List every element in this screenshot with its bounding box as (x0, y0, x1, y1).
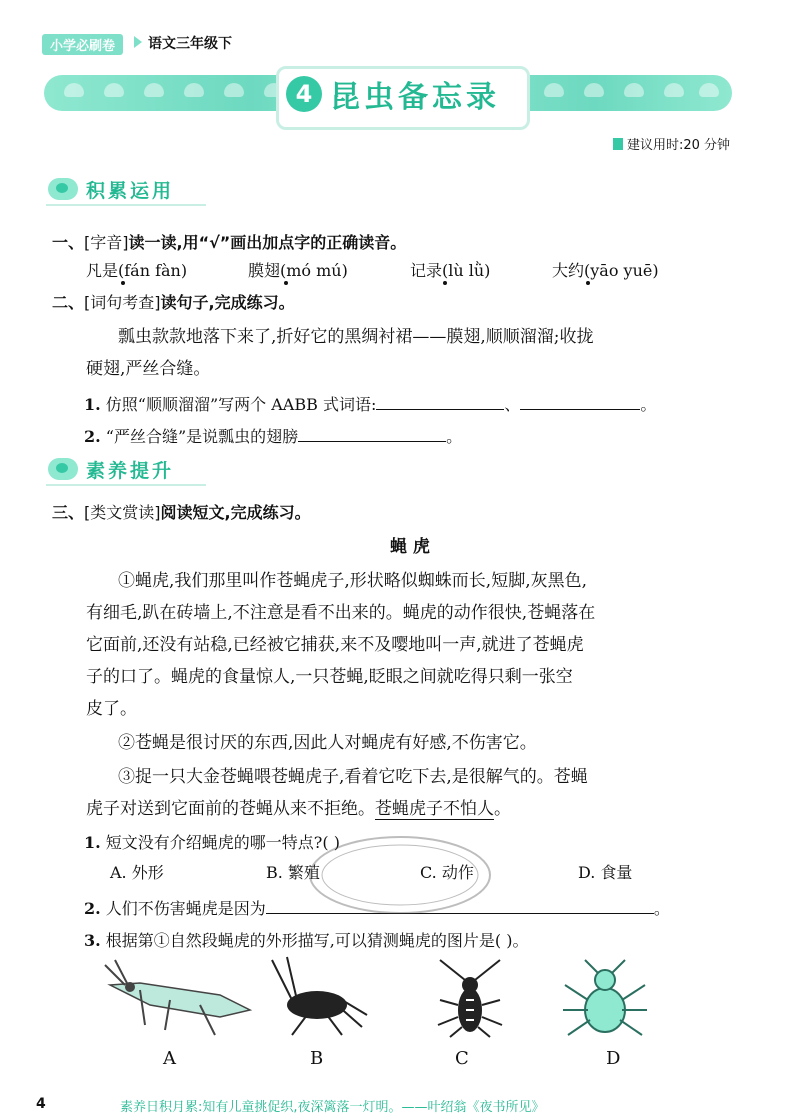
q1-item-3: 记录(lù lǜ) (410, 261, 491, 280)
brand-arrow-icon (134, 36, 142, 48)
q3-option-a[interactable]: A. 外形 (110, 863, 164, 882)
q3-heading: 三、[类文赏读]阅读短文,完成练习。 (52, 503, 311, 522)
section-divider (46, 204, 206, 206)
emphasis-dot (121, 281, 125, 285)
stamp-watermark (300, 830, 500, 920)
q3-sub2: 2. 人们不伤害蝇虎是因为 。 (84, 899, 670, 918)
q3-option-b[interactable]: B. 繁殖 (266, 863, 320, 882)
emphasis-dot (586, 281, 590, 285)
article-p1-line-4: 子的口了。蝇虎的食量惊人,一只苍蝇,眨眼之间就吃得只剩一张空 (86, 667, 573, 687)
spider-picture (560, 955, 650, 1040)
q2-passage-line-1: 瓢虫款款地落下来了,折好它的黑绸衬裙——膜翅,顺顺溜溜;收拢 (118, 327, 594, 347)
article-p2: ②苍蝇是很讨厌的东西,因此人对蝇虎有好感,不伤害它。 (118, 733, 537, 753)
q1-item-4: 大约(yāo yuē) (552, 261, 659, 280)
underlined-sentence: 苍蝇虎子不怕人 (375, 799, 494, 819)
q3-option-c[interactable]: C. 动作 (420, 863, 474, 882)
beetle-picture (430, 955, 510, 1040)
answer-blank[interactable] (298, 425, 446, 442)
cricket-picture (262, 955, 372, 1040)
emphasis-dot (443, 281, 447, 285)
q3-sub3: 3. 根据第①自然段蝇虎的外形描写,可以猜测蝇虎的图片是( )。 (84, 931, 529, 950)
picture-label-c: C (455, 1048, 469, 1069)
page-number: 4 (36, 1096, 46, 1112)
time-hint: 建议用时:20 分钟 (627, 138, 731, 153)
picture-label-a: A (163, 1048, 176, 1069)
article-p1-line-5: 皮了。 (86, 699, 137, 719)
q1-item-2: 膜翅(mó mú) (248, 261, 348, 280)
hourglass-icon (613, 138, 623, 150)
section-divider (46, 484, 206, 486)
article-p3-line-1: ③捉一只大金苍蝇喂苍蝇虎子,看着它吃下去,是很解气的。苍蝇 (118, 767, 588, 787)
q3-option-d[interactable]: D. 食量 (578, 863, 633, 882)
emphasis-dot (284, 281, 288, 285)
picture-label-b: B (310, 1048, 324, 1069)
q1-item-1: 凡是(fán fàn) (86, 261, 188, 280)
q1-heading: 一、[字音]读一读,用“√”画出加点字的正确读音。 (52, 233, 407, 252)
brand-badge: 小学必刷卷 (42, 34, 123, 55)
article-p1-line-3: 它面前,还没有站稳,已经被它捕获,来不及嘤地叫一声,就进了苍蝇虎 (86, 635, 584, 655)
q3-sub1: 1. 短文没有介绍蝇虎的哪一特点?( ) (84, 833, 340, 852)
answer-blank[interactable] (376, 393, 504, 410)
q2-sub1: 1. 仿照“顺顺溜溜”写两个 AABB 式词语: 、 。 (84, 395, 657, 414)
lesson-number: 4 (286, 76, 322, 112)
article-title: 蝇 虎 (390, 537, 430, 557)
section-bug-icon (48, 178, 78, 200)
q2-sub2: 2. “严丝合缝”是说瓢虫的翅膀 。 (84, 427, 463, 446)
answer-blank[interactable] (520, 393, 640, 410)
q2-heading: 二、[词句考查]读句子,完成练习。 (52, 293, 295, 312)
q2-passage-line-2: 硬翅,严丝合缝。 (86, 359, 211, 379)
section-bug-icon (48, 458, 78, 480)
article-p1-line-2: 有细毛,趴在砖墙上,不注意是看不出来的。蝇虎的动作很快,苍蝇落在 (86, 603, 596, 623)
article-p3-line-2: 虎子对送到它面前的苍蝇从来不拒绝。苍蝇虎子不怕人。 (86, 799, 511, 819)
article-p1-line-1: ①蝇虎,我们那里叫作苍蝇虎子,形状略似蜘蛛而长,短脚,灰黑色, (118, 571, 588, 591)
subject-label: 语文三年级下 (148, 36, 232, 52)
footer-quote: 素养日积月累:知有儿童挑促织,夜深篱落一灯明。——叶绍翁《夜书所见》 (120, 1100, 545, 1115)
section-title-1: 积累运用 (86, 180, 175, 202)
grasshopper-picture (100, 955, 255, 1040)
picture-label-d: D (606, 1048, 621, 1069)
section-title-2: 素养提升 (86, 460, 175, 482)
lesson-title: 昆虫备忘录 (330, 80, 500, 115)
